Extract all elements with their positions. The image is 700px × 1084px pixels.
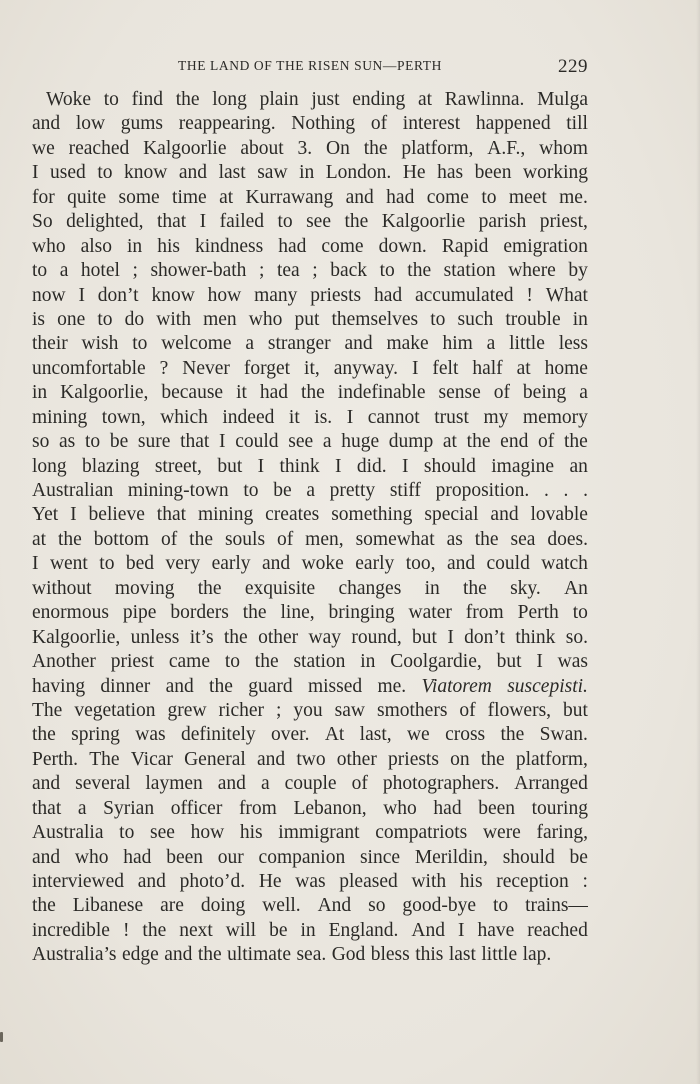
text-line: who also in his kindness had come down. Rapid emigration <box>32 235 588 257</box>
text-line: and low gums reappearing. Nothing of interest happened till <box>32 113 588 135</box>
binding-mark <box>0 1032 3 1042</box>
text-line: now I don’t know how many priests had accumulated ! What <box>32 284 588 306</box>
text-line: Australia’s edge and the ultimate sea. God bless this last little lap. <box>32 944 552 966</box>
chapter-title: THE LAND OF THE RISEN SUN—PERTH <box>178 58 442 73</box>
text-line: in Kalgoorlie, because it had the indefinable sense of being a <box>32 382 588 404</box>
text-line: and several laymen and a couple of photographers. Arranged <box>32 773 588 795</box>
text-line: Australia to see how his immigrant compatriots were faring, <box>32 822 588 844</box>
text-line: mining town, which indeed it is. I cannot trust my memory <box>32 406 588 428</box>
body-text <box>32 88 588 968</box>
text-line: Kalgoorlie, unless it’s the other way round, but I don’t think so. <box>32 626 588 648</box>
text-line: long blazing street, but I think I did. I should imagine an <box>32 455 588 477</box>
text-line: Another priest came to the station in Coolgardie, but I was <box>32 651 588 673</box>
text-line: So delighted, that I failed to see the Kalgoorlie parish priest, <box>32 211 588 233</box>
text-line: uncomfortable ? Never forget it, anyway. I felt half at home <box>32 357 588 379</box>
text-line: the Libanese are doing well. And so good-bye to trains— <box>32 895 588 917</box>
text-line: Perth. The Vicar General and two other priests on the platform, <box>32 748 588 770</box>
text-line: so as to be sure that I could see a huge dump at the end of the <box>32 431 588 453</box>
text-line: I went to bed very early and woke early too, and could watch <box>32 553 588 575</box>
text-line: interviewed and photo’d. He was pleased with his reception : <box>32 871 588 892</box>
text-line: Yet I believe that mining creates something special and lovable <box>32 504 588 526</box>
page-number: 229 <box>558 56 588 77</box>
text-line: and who had been our companion since Merildin, should be <box>32 846 588 868</box>
text-line: enormous pipe borders the line, bringing water from Perth to <box>32 602 588 624</box>
text-line: is one to do with men who put themselves to such trouble in <box>32 308 588 330</box>
running-head <box>32 56 588 80</box>
text-line: to a hotel ; shower-bath ; tea ; back to the station where by <box>32 260 588 282</box>
text-line: we reached Kalgoorlie about 3. On the platform, A.F., whom <box>32 137 588 159</box>
text-line: The vegetation grew richer ; you saw smothers of flowers, but <box>32 699 588 721</box>
text-line: Woke to find the long plain just ending at Rawlinna. Mulga <box>46 89 588 110</box>
text-line: that a Syrian officer from Lebanon, who had been touring <box>32 797 588 819</box>
text-line: the spring was definitely over. At last, we cross the Swan. <box>32 724 588 746</box>
text-line: at the bottom of the souls of men, somewhat as the sea does. <box>32 528 588 550</box>
text-line: I used to know and last saw in London. He has been working <box>32 162 588 184</box>
text-line: Australian mining-town to be a pretty stiff proposition. . . . <box>32 480 588 501</box>
text-line: having dinner and the guard missed me. Viatorem suscepisti. <box>32 675 588 697</box>
text-line: their wish to welcome a stranger and make him a little less <box>32 333 588 355</box>
text-line: for quite some time at Kurrawang and had come to meet me. <box>32 186 588 208</box>
text-line: without moving the exquisite changes in the sky. An <box>32 577 588 599</box>
text-line: incredible ! the next will be in England. And I have reached <box>32 919 588 941</box>
page-edge-shadow <box>696 0 700 1084</box>
